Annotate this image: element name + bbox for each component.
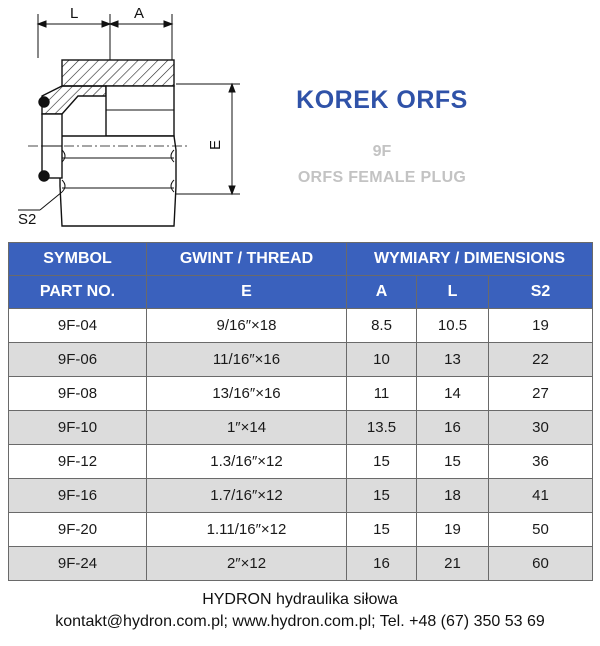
cell-l: 21	[417, 547, 489, 581]
product-title: KOREK ORFS	[296, 86, 468, 114]
cell-l: 13	[417, 343, 489, 377]
table-row	[9, 513, 593, 547]
cell-part-no: 9F-06	[9, 343, 147, 377]
cell-l: 16	[417, 411, 489, 445]
cell-part-no: 9F-20	[9, 513, 147, 547]
header-symbol: SYMBOL	[9, 243, 147, 276]
cell-l: 19	[417, 513, 489, 547]
cell-a: 11	[347, 377, 417, 411]
plug-drawing-svg	[0, 0, 240, 238]
cell-thread: 1.7/16″×12	[147, 479, 347, 513]
cell-thread: 1″×14	[147, 411, 347, 445]
cell-thread: 11/16″×16	[147, 343, 347, 377]
cell-a: 10	[347, 343, 417, 377]
cell-a: 15	[347, 445, 417, 479]
header-row-1	[9, 243, 593, 276]
cell-a: 15	[347, 479, 417, 513]
cell-s2: 36	[489, 445, 593, 479]
dimension-e	[176, 84, 240, 194]
cell-l: 14	[417, 377, 489, 411]
dim-s2-label: S2	[18, 211, 37, 228]
table-row	[9, 411, 593, 445]
cell-thread: 13/16″×16	[147, 377, 347, 411]
cell-part-no: 9F-04	[9, 309, 147, 343]
product-subtitle: ORFS FEMALE PLUG	[297, 169, 467, 186]
cell-s2: 22	[489, 343, 593, 377]
header-part-no: PART NO.	[9, 276, 147, 309]
header-thread: GWINT / THREAD	[147, 243, 347, 276]
cell-thread: 9/16″×18	[147, 309, 347, 343]
table-row	[9, 479, 593, 513]
header-row-2	[9, 276, 593, 309]
cell-part-no: 9F-24	[9, 547, 147, 581]
table-row	[9, 309, 593, 343]
cell-part-no: 9F-12	[9, 445, 147, 479]
plug-body	[39, 60, 176, 226]
cell-a: 16	[347, 547, 417, 581]
cell-s2: 19	[489, 309, 593, 343]
dimension-l-a	[38, 14, 172, 60]
cell-s2: 27	[489, 377, 593, 411]
cell-l: 18	[417, 479, 489, 513]
table-row	[9, 445, 593, 479]
table-row	[9, 377, 593, 411]
cell-thread: 1.11/16″×12	[147, 513, 347, 547]
product-code: 9F	[372, 143, 392, 160]
dim-e-label: E	[207, 139, 224, 150]
contact-line: kontakt@hydron.com.pl; www.hydron.com.pl; Tel. +48 (67) 350 53 69	[55, 613, 545, 630]
cell-thread: 2″×12	[147, 547, 347, 581]
footer	[0, 590, 600, 633]
header-s2: S2	[489, 276, 593, 309]
dim-a-label: A	[134, 5, 145, 22]
cell-part-no: 9F-08	[9, 377, 147, 411]
technical-drawing	[0, 0, 240, 238]
header-l: L	[417, 276, 489, 309]
cell-l: 10.5	[417, 309, 489, 343]
cell-s2: 30	[489, 411, 593, 445]
cell-a: 15	[347, 513, 417, 547]
cell-part-no: 9F-16	[9, 479, 147, 513]
table-row	[9, 547, 593, 581]
dimension-s2	[18, 192, 62, 210]
header-a: A	[347, 276, 417, 309]
cell-s2: 50	[489, 513, 593, 547]
title-block	[258, 86, 506, 187]
cell-a: 8.5	[347, 309, 417, 343]
table-row	[9, 343, 593, 377]
cell-a: 13.5	[347, 411, 417, 445]
cell-l: 15	[417, 445, 489, 479]
dimensions-table	[8, 242, 593, 581]
dim-l-label: L	[70, 5, 79, 22]
cell-thread: 1.3/16″×12	[147, 445, 347, 479]
cell-part-no: 9F-10	[9, 411, 147, 445]
header-dimensions: WYMIARY / DIMENSIONS	[347, 243, 593, 276]
header-e: E	[147, 276, 347, 309]
company-name: HYDRON hydraulika siłowa	[202, 591, 398, 608]
cell-s2: 41	[489, 479, 593, 513]
cell-s2: 60	[489, 547, 593, 581]
